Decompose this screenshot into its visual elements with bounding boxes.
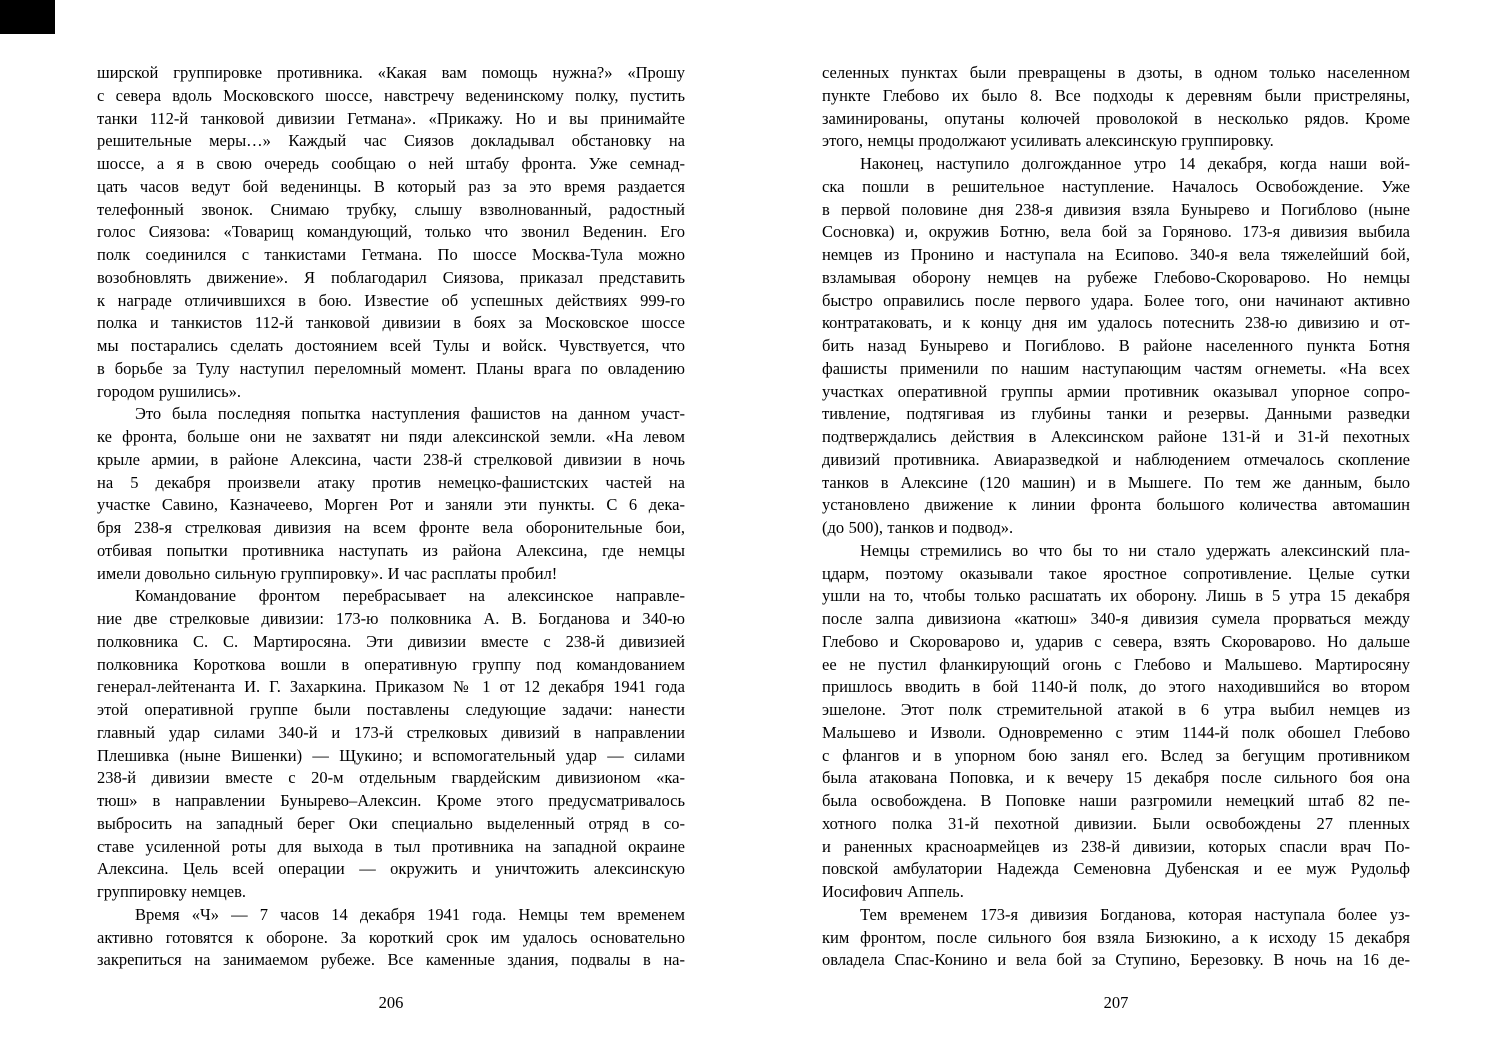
text-line: ширской группировке противника. «Какая вам помощь нужна?» «Прошу [97, 63, 685, 82]
text-line: быстро оправились после первого удара. Более того, они начинают активно [822, 290, 1410, 310]
text-line: активно готовятся к обороне. За короткий срок им удалось основательно [97, 927, 685, 947]
text-line: группировку немцев. [97, 882, 246, 901]
text-line: цдарм, поэтому оказывали такое яростное сопротивление. Целые сутки [822, 563, 1410, 583]
text-line: этой оперативной группе были поставлены следующие задачи: нанести [97, 700, 685, 719]
text-line: ее не пустил фланкирующий огонь с Глебово и Мальшево. Мартиросяну [822, 654, 1410, 674]
text-line: Глебово и Скороварово и, ударив с севера, взять Скороварово. Но дальше [822, 631, 1410, 651]
text-line: крыле армии, в районе Алексина, части 238-й стрелковой дивизии в ночь [97, 449, 685, 469]
text-line: тивление, подтягивая из глубины танки и резервы. Данными разведки [822, 404, 1410, 424]
text-line: (до 500), танков и подвод». [822, 518, 1014, 537]
text-line: эшелоне. Этот полк стремительной атакой в 6 утра выбил немцев из [822, 700, 1410, 719]
text-line: селенных пунктах были превращены в дзоты, в одном только населенном [822, 63, 1410, 82]
text-line: телефонный звонок. Снимаю трубку, слышу взволнованный, радостный [97, 199, 685, 219]
text-line: дивизий противника. Авиаразведкой и наблюдением отмечалось скопление [822, 449, 1410, 469]
text-line: Наконец, наступило долгожданное утро 14 декабря, когда наши вой- [860, 154, 1410, 173]
text-line: имели довольно сильную группировку». И час расплаты пробил! [97, 563, 558, 583]
text-line: городом рушились». [97, 381, 241, 401]
text-line: взламывая оборону немцев на рубеже Глебово-Скороварово. Но немцы [822, 267, 1410, 287]
text-line: на 5 декабря произвели атаку против немецко-фашистских частей на [97, 472, 685, 492]
text-line: генерал-лейтенанта И. Г. Захаркина. Приказом № 1 от 12 декабря 1941 года [97, 677, 685, 697]
text-line: к награде отличившихся в бою. Известие об успешных действиях 999-го [97, 290, 685, 310]
text-line: 238-й дивизии вместе с 20-м отдельным гвардейским дивизионом «ка- [97, 768, 685, 788]
text-line: пришлось вводить в бой 1140-й полк, до этого находившийся во втором [822, 677, 1410, 697]
text-line: Мальшево и Изволи. Одновременно с этим 1144-й полк обошел Глебово [822, 722, 1410, 742]
text-line: танков в Алексине (120 машин) и в Мышеге. По тем же данным, было [822, 472, 1410, 492]
text-line: полк соединился с танкистами Гетмана. По шоссе Москва-Тула можно [97, 245, 685, 264]
page-number-left: 206 [378, 993, 404, 1012]
text-line: пункте Глебово их было 8. Все подходы к деревням были пристреляны, [822, 85, 1410, 105]
text-line: установлено движение к линии фронта большого количества автомашин [822, 495, 1410, 515]
text-line: закрепиться на занимаемом рубеже. Все каменные здания, подвалы в на- [97, 950, 685, 970]
text-line: хотного полка 31-й пехотной дивизии. Были освобождены 27 пленных [822, 813, 1410, 833]
text-line: с флангов и в упорном бою занял его. Вслед за бегущим противником [822, 745, 1410, 765]
text-line: Плешивка (ныне Вишенки) — Щукино; и вспомогательный удар — силами [97, 745, 685, 765]
text-line: повской амбулатории Надежда Семеновна Дубенская и ее муж Рудольф [822, 859, 1410, 879]
text-line: отбивая попытки противника наступать из района Алексина, где немцы [97, 540, 685, 560]
text-line: полковника Короткова вошли в оперативную группу под командованием [97, 654, 685, 674]
text-line: Сосновка) и, окружив Ботню, вела бой за Горяново. 173-я дивизия выбила [822, 222, 1410, 242]
text-line: ким фронтом, после сильного боя взяла Бизюкино, а к исходу 15 декабря [822, 927, 1410, 947]
text-line: Тем временем 173-я дивизия Богданова, которая наступала более уз- [860, 904, 1410, 924]
page-left-text [97, 62, 685, 972]
page-number-right: 207 [1103, 993, 1129, 1012]
text-line: танки 112-й танковой дивизии Гетмана». «Прикажу. Но и вы принимайте [97, 108, 685, 128]
page-left [97, 0, 685, 1058]
text-line: Иосифович Аппель. [822, 882, 964, 901]
text-line: тюш» в направлении Бунырево–Алексин. Кроме этого предусматривалось [97, 791, 685, 810]
text-line: Командование фронтом перебрасывает на алексинское направле- [135, 586, 685, 606]
text-line: бить назад Бунырево и Погиблово. В районе населенного пункта Ботня [822, 336, 1410, 355]
text-line: была атакована Поповка, и к вечеру 15 декабря после сильного боя она [822, 768, 1410, 788]
page-right-text [822, 62, 1410, 972]
text-line: шоссе, а я в свою очередь сообщаю о ней штабу фронта. Уже семнад- [97, 154, 685, 173]
text-line: подтверждались действия в Алексинском районе 131-й и 31-й пехотных [822, 427, 1410, 446]
text-line: и раненных красноармейцев из 238-й дивизии, которых спасли врач По- [822, 836, 1410, 856]
text-line: Алексина. Цель всей операции — окружить и уничтожить алексинскую [97, 859, 685, 879]
page-right [822, 0, 1410, 1058]
text-line: в борьбе за Тулу наступил переломный момент. Планы врага по овладению [97, 358, 685, 378]
text-line: бря 238-я стрелковая дивизия на всем фронте вела оборонительные бои, [97, 518, 685, 537]
scan-artifact-corner [0, 0, 55, 34]
text-line: фашисты применили по нашим наступающим частям огнеметы. «На всех [822, 358, 1410, 378]
text-line: ставе усиленной роты для выхода в тыл противника на западной окраине [97, 836, 685, 856]
text-line: голос Сиязова: «Товарищ командующий, только что звонил Веденин. Его [97, 222, 685, 242]
text-line: была освобождена. В Поповке наши разгромили немецкий штаб 82 пе- [822, 791, 1410, 810]
text-line: мы постарались сделать достоянием всей Тулы и войск. Чувствуется, что [97, 336, 685, 355]
text-line: после залпа дивизиона «катюш» 340-я дивизия сумела прорваться между [822, 609, 1410, 628]
text-line: решительные меры…» Каждый час Сиязов докладывал обстановку на [97, 131, 685, 151]
text-line: полка и танкистов 112-й танковой дивизии в боях за Московское шоссе [97, 313, 685, 333]
text-line: с севера вдоль Московского шоссе, навстречу веденинскому полку, пустить [97, 85, 685, 105]
text-line: немцев из Пронино и наступала на Есипово. 340-я вела тяжелейший бой, [822, 245, 1410, 264]
text-line: возобновлять движение». Я поблагодарил Сиязова, приказал представить [97, 267, 685, 287]
text-line: овладела Спас-Конино и вела бой за Ступино, Березовку. В ночь на 16 де- [822, 950, 1410, 970]
text-line: ние две стрелковые дивизии: 173-ю полковника А. В. Богданова и 340-ю [97, 609, 685, 628]
text-line: Время «Ч» — 7 часов 14 декабря 1941 года. Немцы тем временем [135, 904, 685, 924]
text-line: заминированы, опутаны колючей проволокой в несколько рядов. Кроме [822, 108, 1410, 128]
text-line: выбросить на западный берег Оки специально выделенный отряд в со- [97, 813, 685, 833]
text-line: главный удар силами 340-й и 173-й стрелковых дивизий в направлении [97, 722, 685, 742]
text-line: в первой половине дня 238-я дивизия взяла Бунырево и Погиблово (ныне [822, 199, 1410, 219]
text-line: ушли на то, чтобы только расшатать их оборону. Лишь в 5 утра 15 декабря [822, 586, 1410, 606]
text-line: ска пошли в решительное наступление. Началось Освобождение. Уже [822, 176, 1410, 196]
text-line: участке Савино, Казначеево, Морген Рот и заняли эти пункты. С 6 дека- [97, 495, 685, 515]
text-line: полковника С. С. Мартиросяна. Эти дивизии вместе с 238-й дивизией [97, 631, 685, 651]
text-line: этого, немцы продолжают усиливать алексинскую группировку. [822, 131, 1274, 151]
text-line: участках оперативной группы армии противник оказывал упорное сопро- [822, 381, 1410, 401]
text-line: Это была последняя попытка наступления фашистов на данном участ- [135, 404, 685, 424]
text-line: контратаковать, и к концу дня им удалось потеснить 238-ю дивизию и от- [822, 313, 1410, 333]
text-line: ке фронта, больше они не захватят ни пяди алексинской земли. «На левом [97, 427, 685, 446]
text-line: Немцы стремились во что бы то ни стало удержать алексинский пла- [860, 540, 1410, 560]
text-line: цать часов ведут бой веденинцы. В который раз за это время раздается [97, 176, 685, 196]
